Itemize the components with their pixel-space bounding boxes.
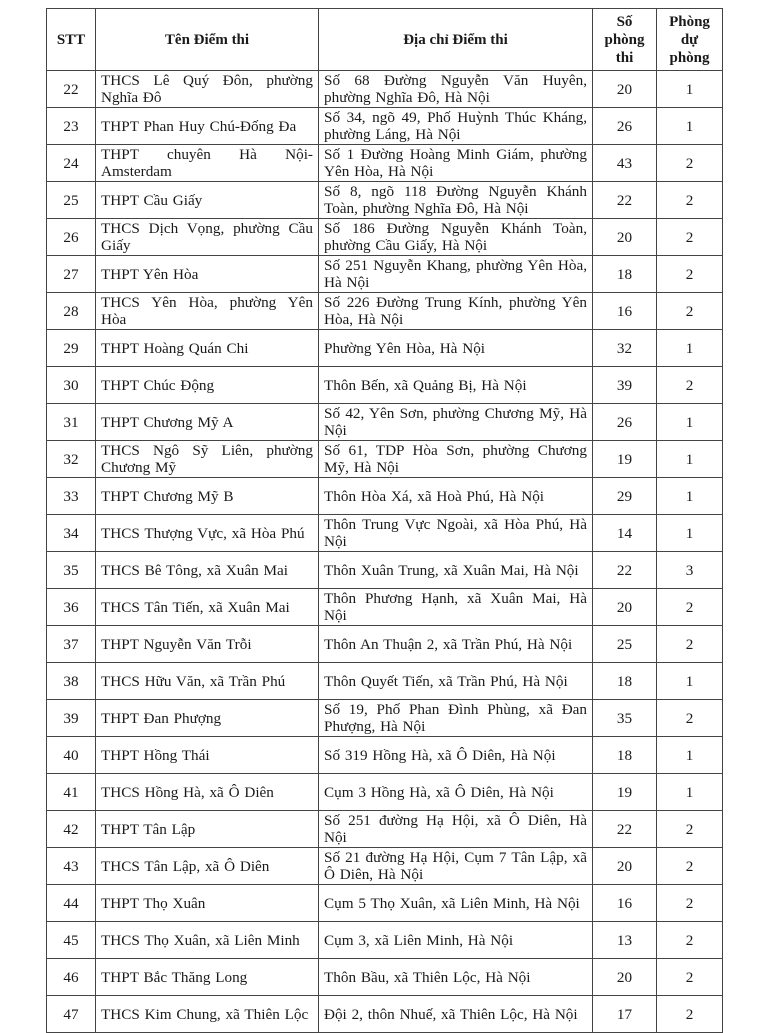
- table-row: [47, 663, 723, 700]
- venue-name: THCS Tân Tiến, xã Xuân Mai: [96, 589, 319, 626]
- venue-address: Thôn An Thuận 2, xã Trần Phú, Hà Nội: [319, 626, 593, 663]
- exam-room-count: 13: [593, 922, 657, 959]
- venue-name: THPT Chương Mỹ A: [96, 404, 319, 441]
- row-stt: 38: [47, 663, 96, 700]
- table-row: [47, 515, 723, 552]
- venue-address: Số 186 Đường Nguyễn Khánh Toàn, phường Cầu Giấy, Hà Nội: [319, 219, 593, 256]
- venue-address: Cụm 3 Hồng Hà, xã Ô Diên, Hà Nội: [319, 774, 593, 811]
- reserve-room-count: 2: [657, 626, 723, 663]
- exam-room-count: 20: [593, 959, 657, 996]
- reserve-room-count: 2: [657, 145, 723, 182]
- venue-address: Thôn Xuân Trung, xã Xuân Mai, Hà Nội: [319, 552, 593, 589]
- table-row: [47, 700, 723, 737]
- exam-room-count: 16: [593, 293, 657, 330]
- header-venue-address: Địa chỉ Điểm thi: [319, 9, 593, 71]
- table-row: [47, 108, 723, 145]
- venue-name: THCS Hữu Văn, xã Trần Phú: [96, 663, 319, 700]
- reserve-room-count: 1: [657, 330, 723, 367]
- table-row: [47, 885, 723, 922]
- row-stt: 30: [47, 367, 96, 404]
- row-stt: 45: [47, 922, 96, 959]
- venue-name: THPT Bắc Thăng Long: [96, 959, 319, 996]
- reserve-room-count: 2: [657, 922, 723, 959]
- row-stt: 42: [47, 811, 96, 848]
- reserve-room-count: 2: [657, 959, 723, 996]
- table-row: [47, 996, 723, 1033]
- row-stt: 34: [47, 515, 96, 552]
- reserve-room-count: 2: [657, 219, 723, 256]
- reserve-room-count: 2: [657, 256, 723, 293]
- row-stt: 44: [47, 885, 96, 922]
- table-row: [47, 404, 723, 441]
- reserve-room-count: 1: [657, 663, 723, 700]
- row-stt: 26: [47, 219, 96, 256]
- table-row: [47, 145, 723, 182]
- venue-address: Số 61, TDP Hòa Sơn, phường Chương Mỹ, Hà Nội: [319, 441, 593, 478]
- exam-room-count: 20: [593, 219, 657, 256]
- venue-address: Số 42, Yên Sơn, phường Chương Mỹ, Hà Nội: [319, 404, 593, 441]
- reserve-room-count: 2: [657, 182, 723, 219]
- reserve-room-count: 2: [657, 589, 723, 626]
- header-exam-rooms: Số phòng thi: [593, 9, 657, 71]
- row-stt: 25: [47, 182, 96, 219]
- row-stt: 27: [47, 256, 96, 293]
- venue-name: THCS Dịch Vọng, phường Cầu Giấy: [96, 219, 319, 256]
- reserve-room-count: 3: [657, 552, 723, 589]
- reserve-room-count: 1: [657, 108, 723, 145]
- venue-address: Cụm 3, xã Liên Minh, Hà Nội: [319, 922, 593, 959]
- venue-address: Số 1 Đường Hoàng Minh Giám, phường Yên Hòa, Hà Nội: [319, 145, 593, 182]
- reserve-room-count: 2: [657, 700, 723, 737]
- header-venue-name: Tên Điểm thi: [96, 9, 319, 71]
- exam-venue-document: [46, 8, 722, 1033]
- venue-name: THPT chuyên Hà Nội-Amsterdam: [96, 145, 319, 182]
- exam-room-count: 18: [593, 663, 657, 700]
- table-row: [47, 293, 723, 330]
- row-stt: 33: [47, 478, 96, 515]
- row-stt: 37: [47, 626, 96, 663]
- venue-name: THPT Đan Phượng: [96, 700, 319, 737]
- exam-venue-table: [46, 8, 723, 1033]
- reserve-room-count: 2: [657, 848, 723, 885]
- venue-address: Số 68 Đường Nguyễn Văn Huyên, phường Nghĩa Đô, Hà Nội: [319, 71, 593, 108]
- venue-name: THPT Cầu Giấy: [96, 182, 319, 219]
- venue-name: THCS Yên Hòa, phường Yên Hòa: [96, 293, 319, 330]
- exam-room-count: 20: [593, 848, 657, 885]
- reserve-room-count: 1: [657, 478, 723, 515]
- table-row: [47, 774, 723, 811]
- exam-room-count: 29: [593, 478, 657, 515]
- reserve-room-count: 1: [657, 737, 723, 774]
- reserve-room-count: 1: [657, 441, 723, 478]
- row-stt: 43: [47, 848, 96, 885]
- venue-name: THPT Thọ Xuân: [96, 885, 319, 922]
- venue-address: Số 226 Đường Trung Kính, phường Yên Hòa, Hà Nội: [319, 293, 593, 330]
- table-row: [47, 367, 723, 404]
- table-row: [47, 552, 723, 589]
- exam-room-count: 22: [593, 552, 657, 589]
- venue-name: THCS Lê Quý Đôn, phường Nghĩa Đô: [96, 71, 319, 108]
- exam-room-count: 22: [593, 811, 657, 848]
- venue-name: THPT Chương Mỹ B: [96, 478, 319, 515]
- row-stt: 36: [47, 589, 96, 626]
- exam-room-count: 18: [593, 256, 657, 293]
- venue-name: THCS Hồng Hà, xã Ô Diên: [96, 774, 319, 811]
- venue-name: THPT Tân Lập: [96, 811, 319, 848]
- exam-room-count: 20: [593, 71, 657, 108]
- table-row: [47, 848, 723, 885]
- venue-name: THPT Yên Hòa: [96, 256, 319, 293]
- exam-room-count: 22: [593, 182, 657, 219]
- venue-name: THCS Thọ Xuân, xã Liên Minh: [96, 922, 319, 959]
- row-stt: 32: [47, 441, 96, 478]
- table-row: [47, 182, 723, 219]
- venue-address: Thôn Bầu, xã Thiên Lộc, Hà Nội: [319, 959, 593, 996]
- reserve-room-count: 1: [657, 404, 723, 441]
- venue-address: Đội 2, thôn Nhuế, xã Thiên Lộc, Hà Nội: [319, 996, 593, 1033]
- exam-room-count: 14: [593, 515, 657, 552]
- venue-name: THCS Tân Lập, xã Ô Diên: [96, 848, 319, 885]
- row-stt: 39: [47, 700, 96, 737]
- exam-room-count: 18: [593, 737, 657, 774]
- table-row: [47, 737, 723, 774]
- table-row: [47, 441, 723, 478]
- row-stt: 31: [47, 404, 96, 441]
- venue-address: Số 34, ngõ 49, Phố Huỳnh Thúc Kháng, phường Láng, Hà Nội: [319, 108, 593, 145]
- row-stt: 41: [47, 774, 96, 811]
- exam-room-count: 26: [593, 404, 657, 441]
- venue-name: THPT Hồng Thái: [96, 737, 319, 774]
- reserve-room-count: 1: [657, 774, 723, 811]
- table-row: [47, 626, 723, 663]
- row-stt: 47: [47, 996, 96, 1033]
- table-row: [47, 478, 723, 515]
- reserve-room-count: 2: [657, 367, 723, 404]
- exam-room-count: 39: [593, 367, 657, 404]
- header-reserve-rooms: Phòng dự phòng: [657, 9, 723, 71]
- venue-name: THPT Hoàng Quán Chi: [96, 330, 319, 367]
- table-row: [47, 922, 723, 959]
- reserve-room-count: 1: [657, 71, 723, 108]
- header-stt: STT: [47, 9, 96, 71]
- row-stt: 28: [47, 293, 96, 330]
- venue-address: Thôn Hòa Xá, xã Hoà Phú, Hà Nội: [319, 478, 593, 515]
- exam-room-count: 26: [593, 108, 657, 145]
- row-stt: 40: [47, 737, 96, 774]
- table-row: [47, 219, 723, 256]
- reserve-room-count: 2: [657, 996, 723, 1033]
- exam-room-count: 43: [593, 145, 657, 182]
- venue-address: Phường Yên Hòa, Hà Nội: [319, 330, 593, 367]
- reserve-room-count: 2: [657, 885, 723, 922]
- row-stt: 22: [47, 71, 96, 108]
- exam-room-count: 25: [593, 626, 657, 663]
- venue-name: THCS Thượng Vực, xã Hòa Phú: [96, 515, 319, 552]
- table-row: [47, 256, 723, 293]
- table-row: [47, 959, 723, 996]
- exam-room-count: 17: [593, 996, 657, 1033]
- row-stt: 24: [47, 145, 96, 182]
- venue-address: Số 19, Phố Phan Đình Phùng, xã Đan Phượng, Hà Nội: [319, 700, 593, 737]
- exam-room-count: 19: [593, 441, 657, 478]
- venue-address: Số 319 Hồng Hà, xã Ô Diên, Hà Nội: [319, 737, 593, 774]
- venue-address: Số 251 đường Hạ Hội, xã Ô Diên, Hà Nội: [319, 811, 593, 848]
- row-stt: 23: [47, 108, 96, 145]
- venue-address: Thôn Trung Vực Ngoài, xã Hòa Phú, Hà Nội: [319, 515, 593, 552]
- table-row: [47, 589, 723, 626]
- venue-address: Số 21 đường Hạ Hội, Cụm 7 Tân Lập, xã Ô Diên, Hà Nội: [319, 848, 593, 885]
- venue-address: Cụm 5 Thọ Xuân, xã Liên Minh, Hà Nội: [319, 885, 593, 922]
- row-stt: 35: [47, 552, 96, 589]
- venue-address: Số 251 Nguyễn Khang, phường Yên Hòa, Hà Nội: [319, 256, 593, 293]
- venue-name: THCS Kim Chung, xã Thiên Lộc: [96, 996, 319, 1033]
- venue-address: Thôn Phương Hạnh, xã Xuân Mai, Hà Nội: [319, 589, 593, 626]
- venue-address: Thôn Bến, xã Quảng Bị, Hà Nội: [319, 367, 593, 404]
- exam-room-count: 16: [593, 885, 657, 922]
- row-stt: 29: [47, 330, 96, 367]
- table-row: [47, 330, 723, 367]
- exam-room-count: 20: [593, 589, 657, 626]
- venue-address: Số 8, ngõ 118 Đường Nguyễn Khánh Toàn, phường Nghĩa Đô, Hà Nội: [319, 182, 593, 219]
- reserve-room-count: 2: [657, 811, 723, 848]
- venue-name: THPT Phan Huy Chú-Đống Đa: [96, 108, 319, 145]
- table-row: [47, 71, 723, 108]
- venue-address: Thôn Quyết Tiến, xã Trần Phú, Hà Nội: [319, 663, 593, 700]
- reserve-room-count: 2: [657, 293, 723, 330]
- exam-room-count: 32: [593, 330, 657, 367]
- table-row: [47, 811, 723, 848]
- venue-name: THPT Nguyễn Văn Trỗi: [96, 626, 319, 663]
- reserve-room-count: 1: [657, 515, 723, 552]
- table-header-row: [47, 9, 723, 71]
- venue-name: THPT Chúc Động: [96, 367, 319, 404]
- venue-name: THCS Bê Tông, xã Xuân Mai: [96, 552, 319, 589]
- row-stt: 46: [47, 959, 96, 996]
- exam-room-count: 19: [593, 774, 657, 811]
- venue-name: THCS Ngô Sỹ Liên, phường Chương Mỹ: [96, 441, 319, 478]
- exam-room-count: 35: [593, 700, 657, 737]
